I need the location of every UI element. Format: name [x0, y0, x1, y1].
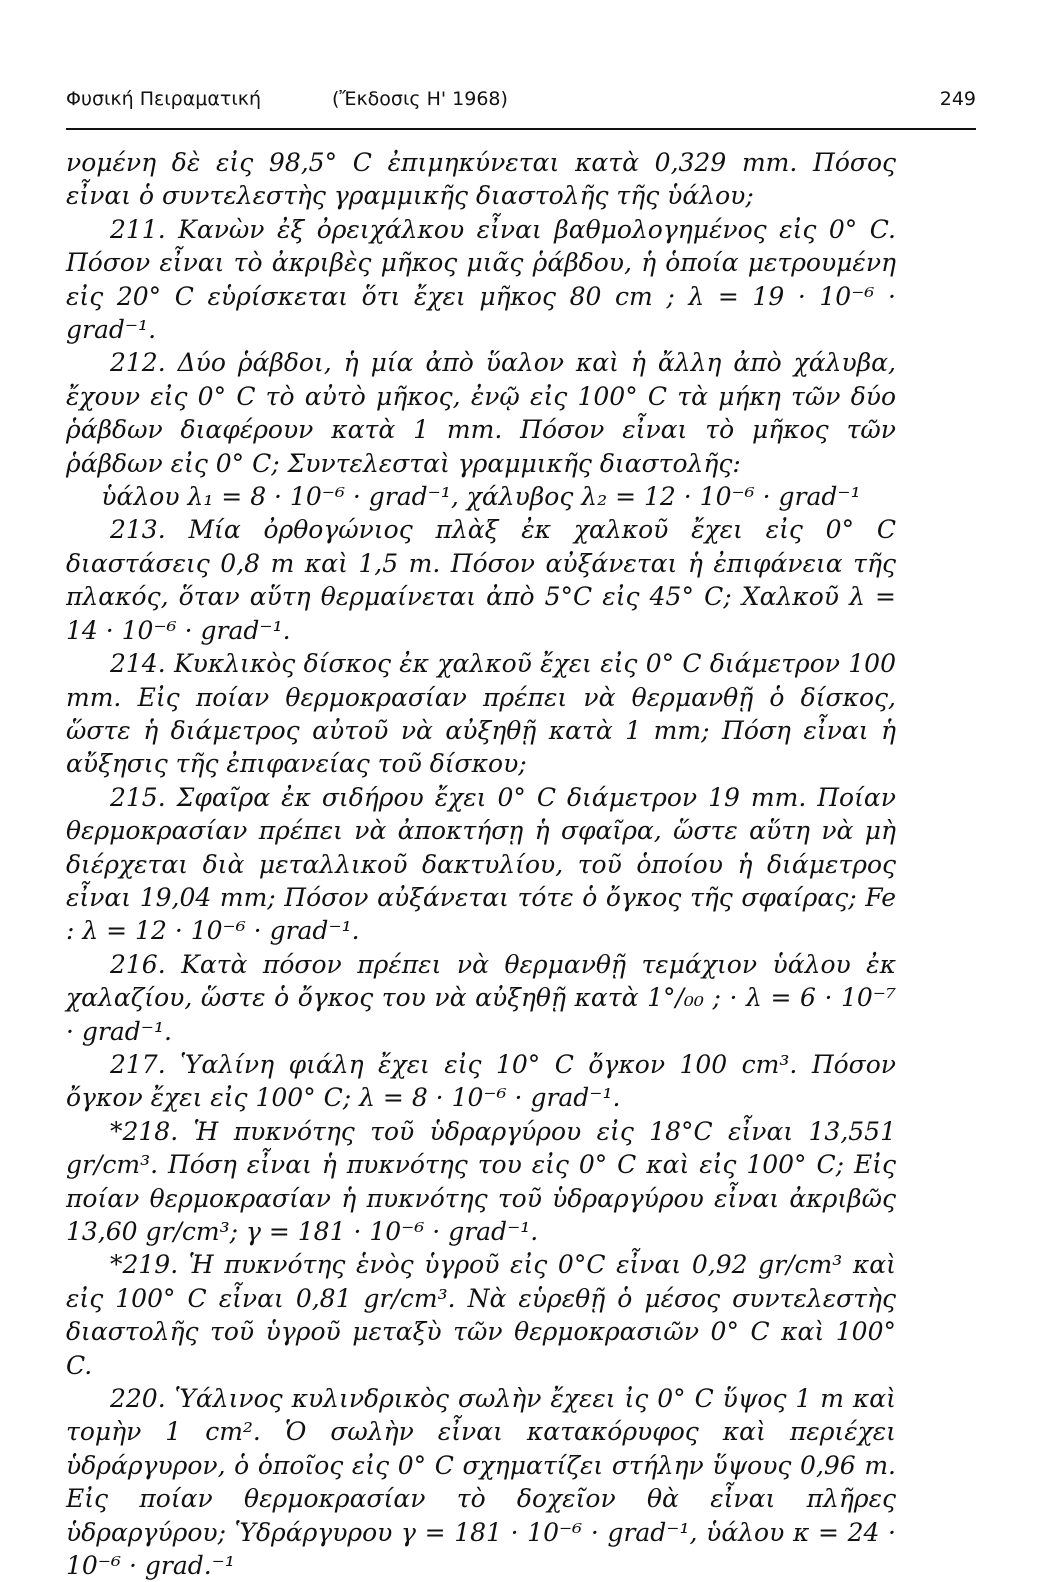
header-rule	[66, 128, 976, 130]
problem-213: 213. Μία ὀρθογώνιος πλὰξ ἐκ χαλκοῦ ἔχει εἰς 0° C διαστάσεις 0,8 m καὶ 1,5 m. Πόσον αὐξάνεται ἡ ἐπιφάνεια τῆς πλακός, ὅταν αὕτη θερμαίνεται ἀπὸ 5°C εἰς 45° C; Χαλκοῦ λ = 14 · 10⁻⁶ · grad⁻¹.	[66, 515, 896, 645]
problem-220: 220. Ὑάλινος κυλινδρικὸς σωλὴν ἔχεει ἰς 0° C ὕψος 1 m καὶ τομὴν 1 cm². Ὁ σωλὴν εἶναι κατακόρυφος καὶ περιέχει ὑδράργυρον, ὁ ὁποῖος εἰς 0° C σχηματίζει στήλην ὕψους 0,96 m. Εἰς ποίαν θερμοκρασίαν τὸ δοχεῖον θὰ εἶναι πλῆρες ὑδραργύρου; Ὑδράργυρου γ = 181 · 10⁻⁶ · grad⁻¹, ὑάλου κ = 24 · 10⁻⁶ · grad.⁻¹	[66, 1384, 896, 1581]
page-number: 249	[939, 88, 976, 110]
running-header	[66, 88, 976, 118]
problem-217: 217. Ὑαλίνη φιάλη ἔχει εἰς 10° C ὄγκον 100 cm³. Πόσον ὄγκον ἔχει εἰς 100° C; λ = 8 · 10⁻⁶ · grad⁻¹.	[66, 1049, 896, 1113]
problem-215: 215. Σφαῖρα ἐκ σιδήρου ἔχει 0° C διάμετρον 19 mm. Ποίαν θερμοκρασίαν πρέπει νὰ ἀποκτήσῃ ἡ σφαῖρα, ὥστε αὕτη νὰ μὴ διέρχεται διὰ μεταλλικοῦ δακτυλίου, τοῦ ὁποίου ἡ διάμετρος εἶναι 19,04 mm; Πόσον αὐξάνεται τότε ὁ ὄγκος τῆς σφαίρας; Fe : λ = 12 · 10⁻⁶ · grad⁻¹.	[66, 782, 896, 946]
problem-214: 214. Κυκλικὸς δίσκος ἐκ χαλκοῦ ἔχει εἰς 0° C διάμετρον 100 mm. Εἰς ποίαν θερμοκρασίαν πρέπει νὰ θερμανθῇ ὁ δίσκος, ὥστε ἡ διάμετρος αὐτοῦ νὰ αὐξηθῇ κατὰ 1 mm; Πόση εἶναι ἡ αὔξησις τῆς ἐπιφανείας τοῦ δίσκου;	[66, 649, 896, 779]
problem-212: 212. Δύο ῥάβδοι, ἡ μία ἀπὸ ὕαλον καὶ ἡ ἄλλη ἀπὸ χάλυβα, ἔχουν εἰς 0° C τὸ αὐτὸ μῆκος, ἐνῷ εἰς 100° C τὰ μήκη τῶν δύο ῥάβδων διαφέρουν κατὰ 1 mm. Πόσον εἶναι τὸ μῆκος τῶν ῥάβδων εἰς 0° C; Συντελεσταὶ γραμμικῆς διαστολῆς:	[66, 348, 896, 478]
problem-212-coefficients: ὑάλου λ₁ = 8 · 10⁻⁶ · grad⁻¹, χάλυβος λ₂ = 12 · 10⁻⁶ · grad⁻¹	[101, 482, 861, 512]
page-body	[66, 146, 896, 1582]
problem-216: 216. Κατὰ πόσον πρέπει νὰ θερμανθῇ τεμάχιον ὑάλου ἐκ χαλαζίου, ὥστε ὁ ὄγκος του νὰ αὐξηθῇ κατὰ 1°/₀₀ ; · λ = 6 · 10⁻⁷ · grad⁻¹.	[66, 949, 896, 1046]
problem-219: *219. Ἡ πυκνότης ἑνὸς ὑγροῦ εἰς 0°C εἶναι 0,92 gr/cm³ καὶ εἰς 100° C εἶναι 0,81 gr/cm³. Νὰ εὑρεθῇ ὁ μέσος συντελεστὴς διαστολῆς τοῦ ὑγροῦ μεταξὺ τῶν θερμοκρασιῶν 0° C καὶ 100° C.	[66, 1250, 896, 1380]
paragraph-continuation: νομένη δὲ εἰς 98,5° C ἐπιμηκύνεται κατὰ 0,329 mm. Πόσος εἶναι ὁ συντελεστὴς γραμμικῆς διαστολῆς τῆς ὑάλου;	[66, 148, 896, 211]
problem-211: 211. Κανὼν ἐξ ὀρειχάλκου εἶναι βαθμολογημένος εἰς 0° C. Πόσον εἶναι τὸ ἀκριβὲς μῆκος μιᾶς ῥάβδου, ἡ ὁποία μετρουμένη εἰς 20° C εὑρίσκεται ὅτι ἔχει μῆκος 80 cm ; λ = 19 · 10⁻⁶ · grad⁻¹.	[66, 214, 896, 345]
book-title: Φυσική Πειραματική	[66, 88, 261, 110]
problem-218: *218. Ἡ πυκνότης τοῦ ὑδραργύρου εἰς 18°C εἶναι 13,551 gr/cm³. Πόση εἶναι ἡ πυκνότης του εἰς 0° C καὶ εἰς 100° C; Εἰς ποίαν θερμοκρασίαν ἡ πυκνότης τοῦ ὑδραργύρου εἶναι ἀκριβῶς 13,60 gr/cm³; γ = 181 · 10⁻⁶ · grad⁻¹.	[66, 1116, 896, 1246]
edition-label: (Ἔκδοσις Η' 1968)	[332, 88, 508, 110]
